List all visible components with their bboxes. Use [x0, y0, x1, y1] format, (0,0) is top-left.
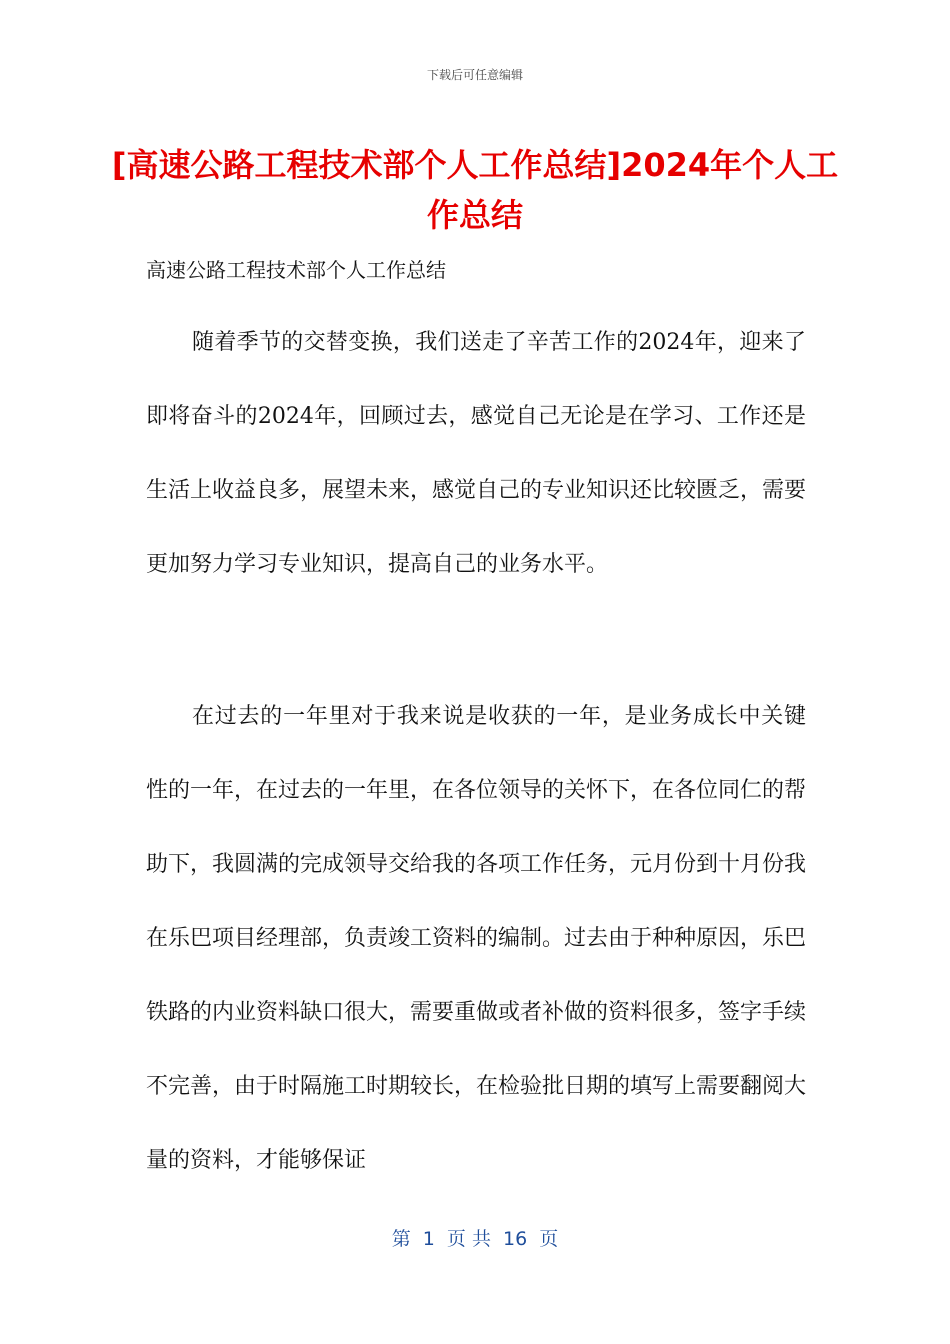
page-header-note: 下载后可任意编辑 — [426, 68, 523, 82]
page-number-footer: 第 1 页 共 16 页 — [391, 1228, 559, 1250]
document-title: [高速公路工程技术部个人工作总结]2024年个人工作总结 — [111, 146, 839, 234]
document-subtitle: 高速公路工程技术部个人工作总结 — [146, 258, 446, 282]
body-paragraph: 随着季节的交替变换，我们送走了辛苦工作的2024年，迎来了即将奋斗的2024年，回顾过去，感觉自己无论是在学习、工作还是生活上收益良多，展望未来，感觉自己的专业知识还比较匮乏，需要更加努力学习专业知识，提高自己的业务水平。 — [146, 330, 807, 577]
body-paragraph: 在过去的一年里对于我来说是收获的一年，是业务成长中关键性的一年，在过去的一年里，在各位领导的关怀下，在各位同仁的帮助下，我圆满的完成领导交给我的各项工作任务，元月份到十月份我在乐巴项目经理部，负责竣工资料的编制。过去由于种种原因，乐巴铁路的内业资料缺口很大，需要重做或者补做的资料很多，签字手续不完善，由于时隔施工时期较长，在检验批日期的填写上需要翻阅大量的资料，才能够保证 — [146, 704, 807, 1173]
